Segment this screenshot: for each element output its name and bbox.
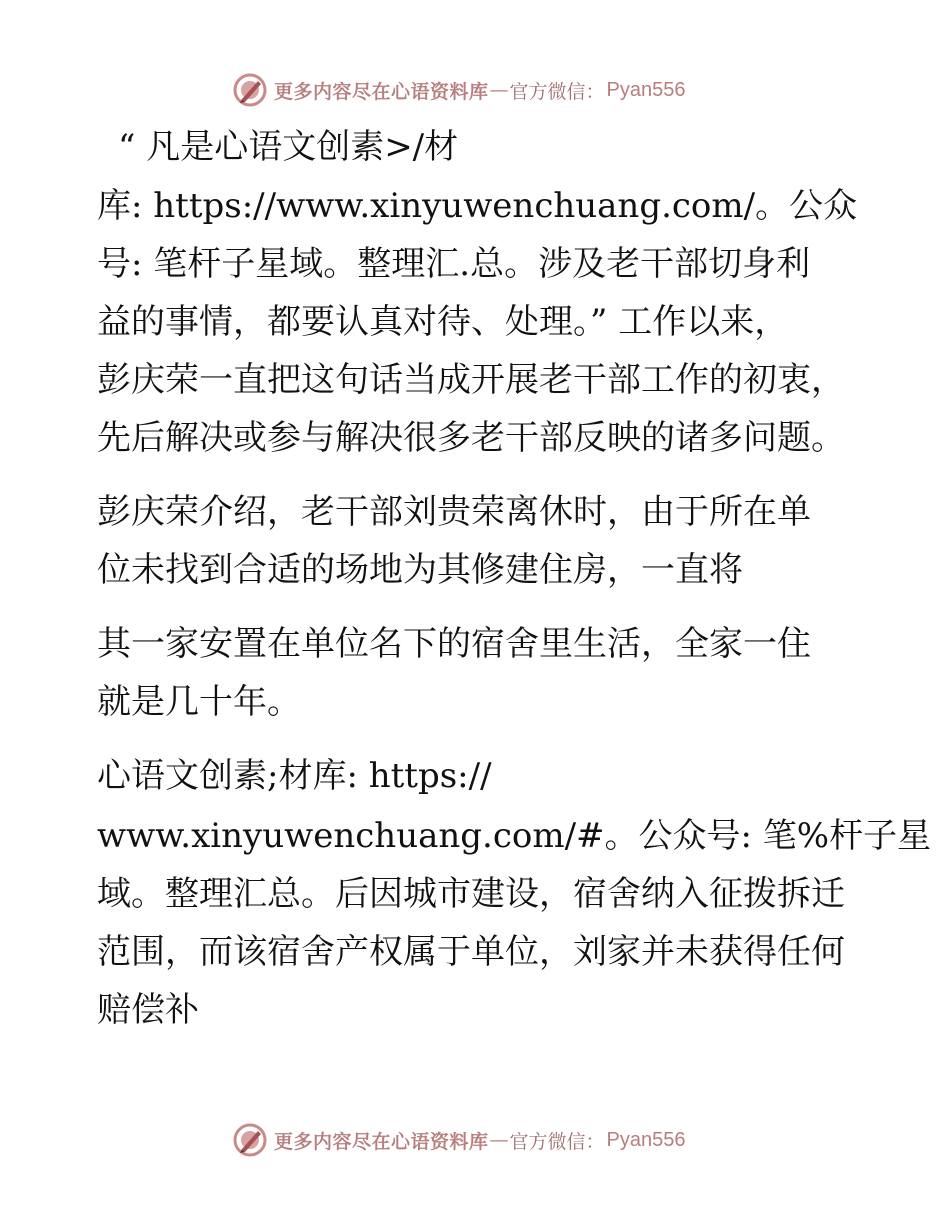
text-line: 就是几十年。 <box>97 682 301 722</box>
header-separator: — <box>489 79 509 101</box>
footer-wechat-id: Pyan556 <box>606 1128 686 1151</box>
footer-separator: — <box>489 1129 509 1151</box>
footer-official-label: 官方微信： <box>509 1130 605 1153</box>
text-line: 心语文创素;材库: https:// <box>97 756 492 796</box>
text-line: 号: 笔杆子星域。整理汇.总。涉及老干部切身利 <box>97 244 811 284</box>
text-line: 范围，而该宿舍产权属于单位，刘家并未获得任何 <box>97 932 845 972</box>
text-line: 彭庆荣一直把这句话当成开展老干部工作的初衷， <box>97 360 845 400</box>
text-line: 彭庆荣介绍，老干部刘贵荣离休时，由于所在单 <box>97 492 811 532</box>
text-line: 赔偿补 <box>97 990 199 1030</box>
header-promo-text: 更多内容尽在心语资料库 <box>274 80 489 103</box>
header-official-label: 官方微信： <box>509 80 605 103</box>
header-banner <box>232 70 686 110</box>
text-line: 域。整理汇总。后因城市建设，宿舍纳入征拨拆迁 <box>97 874 845 914</box>
text-line: 库: https://www.xinyuwenchuang.com/。公众 <box>97 186 858 226</box>
footer-promo-text: 更多内容尽在心语资料库 <box>274 1130 489 1153</box>
pen-logo-icon <box>232 1122 268 1158</box>
text-line: “ 凡是心语文创素>/材 <box>118 127 459 167</box>
pen-logo-icon <box>232 72 268 108</box>
text-line: 先后解决或参与解决很多老干部反映的诸多问题。 <box>97 418 845 458</box>
text-line: 益的事情，都要认真对待、处理。” 工作以来， <box>97 302 789 342</box>
footer-banner <box>232 1120 686 1160</box>
header-wechat-id: Pyan556 <box>606 78 686 101</box>
text-line: 其一家安置在单位名下的宿舍里生活，全家一住 <box>97 624 811 664</box>
text-line: www.xinyuwenchuang.com/#。公众号: 笔%杆子星 <box>97 816 932 856</box>
text-line: 位未找到合适的场地为其修建住房，一直将 <box>97 550 743 590</box>
